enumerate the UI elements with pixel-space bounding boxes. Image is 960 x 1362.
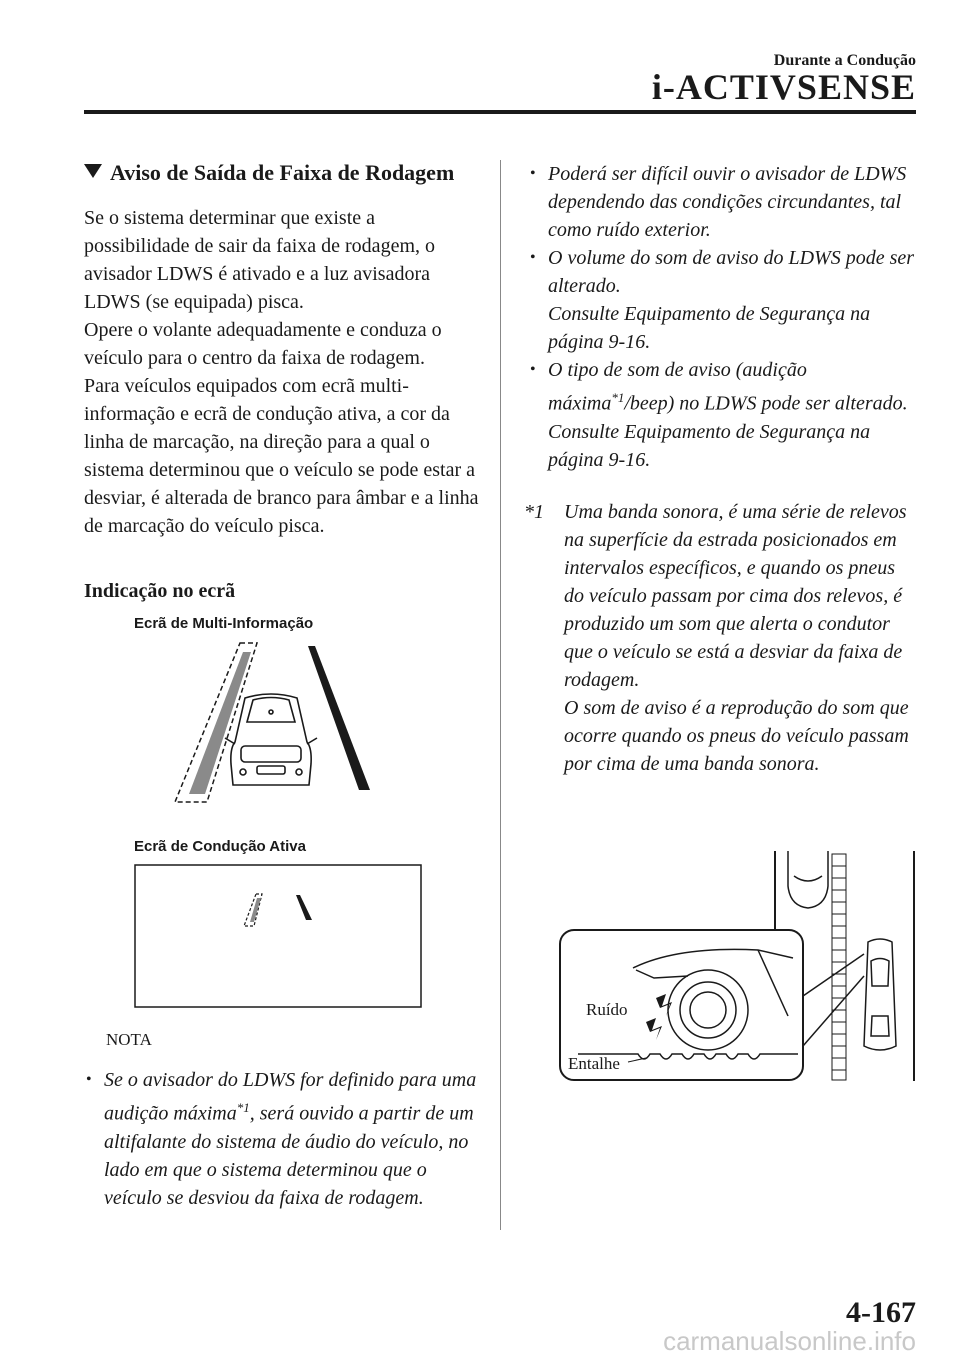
lane-warning-fill — [189, 652, 251, 794]
page-reference: Consulte Equipamento de Segurança na página 9-16. — [548, 420, 871, 471]
section-heading — [84, 160, 454, 186]
figure-1-label: Ecrã de Multi-Informação — [134, 615, 314, 632]
section-heading-text: Aviso de Saída de Faixa de Rodagem — [110, 160, 455, 185]
header-rule — [84, 110, 916, 114]
header-title: i-ACTIVSENSE — [651, 67, 916, 107]
paragraph-1: Se o sistema determinar que existe a possibilidade de sair da faixa de rodagem, o avisador LDWS é ativado e a luz avisadora LDWS (se equipada) pisca. — [84, 207, 435, 313]
page-reference: Consulte Equipamento de Segurança na página 9-16. — [548, 303, 871, 353]
list-item: • Poderá ser difícil ouvir o avisador de LDWS dependendo das condições circundantes, tal como ruído exterior. — [530, 163, 907, 241]
zoom-connector — [803, 954, 864, 996]
nota-item: • Se o avisador do LDWS for definido para uma audição máxima$^{*1}$, será ouvido a partir de um altifalante do sistema de áudio do veículo, no lado em que o sistema determinou que o veículo se desviou da faixa de rodagem. — [86, 1069, 477, 1209]
multi-information-display-figure — [165, 640, 375, 805]
nota-list — [86, 1066, 486, 1212]
display-frame — [135, 865, 421, 1007]
label-groove: Entalhe — [568, 1054, 620, 1073]
page-number: 4-167 — [846, 1296, 916, 1329]
footnote — [524, 498, 920, 778]
sub-heading: Indicação no ecrã — [84, 580, 236, 602]
side-car-icon — [864, 939, 896, 1050]
rumble-strip-figure — [558, 846, 928, 1086]
top-car-icon — [788, 851, 828, 908]
body-text — [84, 204, 484, 540]
right-lane-line — [308, 646, 370, 790]
list-item: • O tipo de som de aviso (audição máxima$^{*1}$/beep) no LDWS pode ser alterado. Consulte Equipamento de Segurança na página 9-16. — [530, 359, 908, 471]
footnote-text-2: O som de aviso é a reprodução do som que ocorre quando os pneus do veículo passam por cima de uma banda sonora. — [564, 697, 909, 775]
list-item: • O volume do som de aviso do LDWS pode ser alterado. Consulte Equipamento de Segurança na página 9-16. — [530, 247, 915, 353]
paragraph-3: Para veículos equipados com ecrã multi-informação e ecrã de condução ativa, a cor da linha de marcação, na direção para a qual o sistema determinou que o veículo se pode estar a desviar, é alterada de branco para âmbar e a linha de marcação do veículo pisca. — [84, 375, 479, 537]
column-divider — [500, 160, 501, 1230]
footnote-mark: *1 — [524, 501, 544, 523]
paragraph-2: Opere o volante adequadamente e conduza o veículo para o centro da faixa de rodagem. — [84, 319, 442, 369]
footnote-text-1: Uma banda sonora, é uma série de relevos na superfície da estrada posicionados em intervalos específicos, e quando os pneus do veículo passam por cima dos relevos, é produzido um som que alerta o condutor que o veículo se está a desviar da faixa de rodagem. — [564, 501, 907, 691]
right-bullet-list — [530, 160, 920, 474]
active-driving-display-figure — [134, 864, 422, 1008]
nota-label: NOTA — [106, 1030, 152, 1049]
label-noise: Ruído — [586, 1000, 628, 1019]
figure-2-label: Ecrã de Condução Ativa — [134, 838, 306, 855]
header-section-label: Durante a Condução — [773, 52, 916, 69]
watermark[interactable]: carmanualsonline.info — [663, 1326, 916, 1356]
triangle-bullet-icon — [84, 164, 102, 178]
vehicle-rear-icon — [225, 694, 317, 785]
